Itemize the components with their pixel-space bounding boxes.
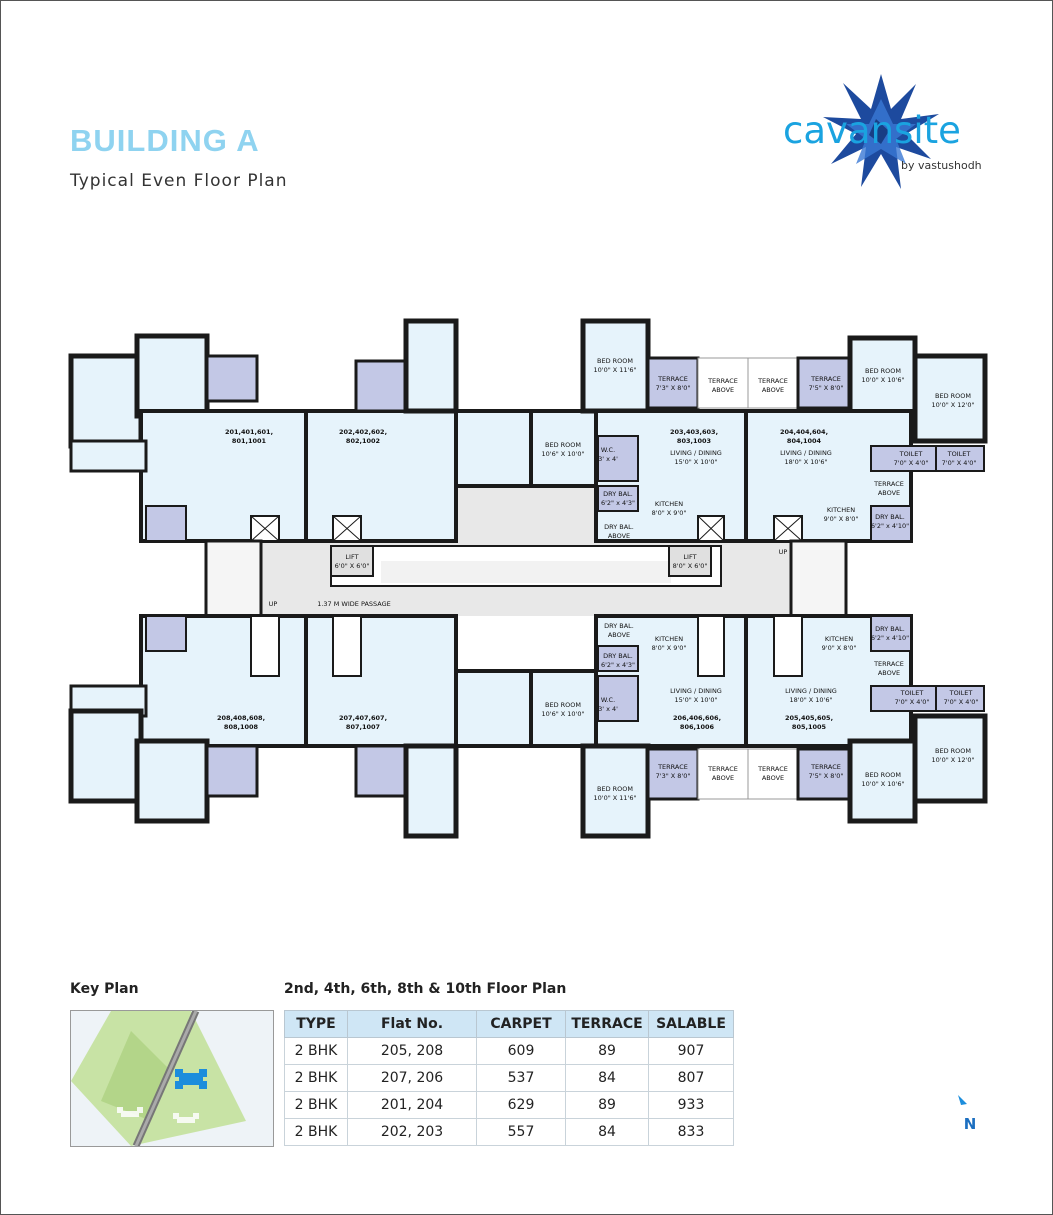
drybal-label-2: DRY BAL.	[875, 513, 905, 521]
toilet-label-2: TOILET	[947, 450, 971, 458]
passage-label: 1.37 M WIDE PASSAGE	[317, 600, 391, 608]
kitchen-size-4: 9'0" X 8'0"	[821, 644, 857, 652]
room-bed-label-2: BED ROOM	[865, 367, 901, 375]
cell-salable: 807	[649, 1065, 734, 1092]
unit-202-flats2: 802,1002	[345, 437, 381, 445]
toilet-size-2: 7'0" X 4'0"	[941, 459, 977, 467]
drybal-above-text-2: ABOVE	[607, 631, 631, 639]
keyplan-map	[70, 1010, 274, 1147]
terrace-above-text-6: ABOVE	[877, 669, 901, 677]
terrace-label-3: TERRACE	[658, 763, 688, 771]
col-terrace: TERRACE	[566, 1011, 649, 1038]
lift-left-label: LIFT	[345, 553, 359, 561]
toilet-size: 7'0" X 4'0"	[893, 459, 929, 467]
room-bed-label-6: BED ROOM	[597, 785, 633, 793]
cell-salable: 907	[649, 1038, 734, 1065]
cell-salable: 833	[649, 1119, 734, 1146]
cell-salable: 933	[649, 1092, 734, 1119]
living-size: 15'0" X 10'0"	[674, 458, 718, 466]
terrace-above-label-4: TERRACE	[708, 765, 738, 773]
room-bed-size-4: 10'6" X 10'0"	[541, 450, 585, 458]
terrace-above-text-5: ABOVE	[761, 774, 785, 782]
kitchen-label-4: KITCHEN	[824, 635, 854, 643]
col-carpet: CARPET	[477, 1011, 566, 1038]
cell-type: 2 BHK	[285, 1092, 348, 1119]
unit-201	[71, 336, 306, 541]
cell-carpet: 629	[477, 1092, 566, 1119]
north-compass-icon	[953, 1095, 987, 1139]
table-row	[285, 1065, 734, 1092]
terrace-size-3: 7'3" X 8'0"	[655, 772, 691, 780]
room-bed-size-3: 10'0" X 12'0"	[931, 401, 975, 409]
terrace-above-label-2: TERRACE	[758, 377, 788, 385]
cell-carpet: 609	[477, 1038, 566, 1065]
living-label-3: LIVING / DINING	[670, 687, 722, 695]
room-bed-label-3: BED ROOM	[935, 392, 971, 400]
unit-206-flats2: 806,1006	[679, 723, 715, 731]
unit-206	[531, 616, 748, 836]
terrace-above-label-5: TERRACE	[758, 765, 788, 773]
terrace-above-label-3: TERRACE	[874, 480, 904, 488]
unit-208	[71, 616, 306, 821]
north-label: N	[963, 1115, 977, 1133]
floor-plan	[61, 316, 996, 841]
kitchen-size-3: 8'0" X 9'0"	[651, 644, 687, 652]
cell-type: 2 BHK	[285, 1119, 348, 1146]
cell-flat-no: 205, 208	[348, 1038, 477, 1065]
stair-right	[791, 541, 846, 616]
cell-flat-no: 207, 206	[348, 1065, 477, 1092]
toilet-size-3: 7'0" X 4'0"	[894, 698, 930, 706]
lift-right-size: 8'0" X 6'0"	[672, 562, 708, 570]
stair-left	[206, 541, 261, 616]
wc-label: W.C.	[600, 446, 616, 454]
drybal-label-3: DRY BAL.	[603, 652, 633, 660]
unit-205	[746, 616, 985, 821]
living-label-4: LIVING / DINING	[785, 687, 837, 695]
unit-202-flats: 202,402,602,	[338, 428, 388, 436]
cell-flat-no: 201, 204	[348, 1092, 477, 1119]
cell-flat-no: 202, 203	[348, 1119, 477, 1146]
unit-207	[306, 616, 531, 836]
unit-208-flats2: 808,1008	[223, 723, 259, 731]
page-subtitle: Typical Even Floor Plan	[70, 171, 288, 191]
keyplan-label: Key Plan	[70, 981, 139, 997]
drybal-size-2: 6'2" x 4'10"	[870, 522, 910, 530]
drybal-label-4: DRY BAL.	[875, 625, 905, 633]
room-bed-label-7: BED ROOM	[865, 771, 901, 779]
room-bed-size-8: 10'0" X 12'0"	[931, 756, 975, 764]
unit-203-flats2: 803,1003	[676, 437, 712, 445]
cell-type: 2 BHK	[285, 1038, 348, 1065]
terrace-size-2: 7'5" X 8'0"	[808, 384, 844, 392]
room-bed-size-7: 10'0" X 10'6"	[861, 780, 905, 788]
terrace-above-label-6: TERRACE	[874, 660, 904, 668]
cell-carpet: 537	[477, 1065, 566, 1092]
drybal-size: 6'2" x 4'3"	[600, 499, 636, 507]
kitchen-size: 8'0" X 9'0"	[651, 509, 687, 517]
terrace-above-label: TERRACE	[708, 377, 738, 385]
terrace-above-text-2: ABOVE	[761, 386, 785, 394]
living-size-2: 18'0" X 10'6"	[784, 458, 828, 466]
wc-label-2: W.C.	[600, 696, 616, 704]
drybal-above-text: ABOVE	[607, 532, 631, 540]
floor-table-label: 2nd, 4th, 6th, 8th & 10th Floor Plan	[284, 981, 567, 997]
terrace-above-text-3: ABOVE	[877, 489, 901, 497]
stair-up-right: UP	[778, 548, 788, 556]
toilet-label-3: TOILET	[900, 689, 924, 697]
living-size-4: 18'0" X 10'6"	[789, 696, 833, 704]
unit-207-flats2: 807,1007	[345, 723, 381, 731]
kitchen-label-2: KITCHEN	[826, 506, 856, 514]
kitchen-label-3: KITCHEN	[654, 635, 684, 643]
cell-type: 2 BHK	[285, 1065, 348, 1092]
col-type: TYPE	[285, 1011, 348, 1038]
cell-carpet: 557	[477, 1119, 566, 1146]
stair-up-left: UP	[268, 600, 278, 608]
terrace-size: 7'3" X 8'0"	[655, 384, 691, 392]
unit-207-flats: 207,407,607,	[338, 714, 388, 722]
unit-204-flats2: 804,1004	[786, 437, 822, 445]
brand-name: cavansite	[783, 109, 961, 152]
table-row	[285, 1038, 734, 1065]
area-table	[284, 1010, 734, 1146]
wc-size-2: 3' x 4'	[598, 705, 618, 713]
living-size-3: 15'0" X 10'0"	[674, 696, 718, 704]
terrace-label-2: TERRACE	[811, 375, 841, 383]
passage-band	[381, 561, 671, 583]
terrace-above-text-4: ABOVE	[711, 774, 735, 782]
table-row	[285, 1092, 734, 1119]
living-label-2: LIVING / DINING	[780, 449, 832, 457]
kitchen-size-2: 9'0" X 8'0"	[823, 515, 859, 523]
lift-left-size: 6'0" X 6'0"	[334, 562, 370, 570]
cell-terrace: 84	[566, 1065, 649, 1092]
toilet-label: TOILET	[899, 450, 923, 458]
drybal-above-label: DRY BAL.	[604, 523, 634, 531]
unit-206-flats: 206,406,606,	[672, 714, 722, 722]
terrace-label: TERRACE	[658, 375, 688, 383]
kitchen-label: KITCHEN	[654, 500, 684, 508]
room-bed-size-6: 10'0" X 11'6"	[593, 794, 637, 802]
unit-205-flats2: 805,1005	[791, 723, 827, 731]
unit-204-flats: 204,404,604,	[779, 428, 829, 436]
page-title: BUILDING A	[70, 123, 260, 158]
cell-terrace: 89	[566, 1092, 649, 1119]
unit-205-flats: 205,405,605,	[784, 714, 834, 722]
unit-201-flats: 201,401,601,	[224, 428, 274, 436]
drybal-size-4: 6'2" x 4'10"	[870, 634, 910, 642]
terrace-label-4: TERRACE	[811, 763, 841, 771]
terrace-size-4: 7'5" X 8'0"	[808, 772, 844, 780]
drybal-above-label-2: DRY BAL.	[604, 622, 634, 630]
room-bed-label: BED ROOM	[597, 357, 633, 365]
room-bed-label-5: BED ROOM	[545, 701, 581, 709]
drybal-label: DRY BAL.	[603, 490, 633, 498]
wc-size: 3' x 4'	[598, 455, 618, 463]
living-label: LIVING / DINING	[670, 449, 722, 457]
col-flat-no: Flat No.	[348, 1011, 477, 1038]
table-row	[285, 1119, 734, 1146]
unit-201-flats2: 801,1001	[231, 437, 267, 445]
lift-right	[669, 546, 711, 576]
toilet-size-4: 7'0" X 4'0"	[943, 698, 979, 706]
cell-terrace: 84	[566, 1119, 649, 1146]
unit-208-flats: 208,408,608,	[216, 714, 266, 722]
room-bed-size-2: 10'0" X 10'6"	[861, 376, 905, 384]
unit-203-flats: 203,403,603,	[669, 428, 719, 436]
col-salable: SALABLE	[649, 1011, 734, 1038]
lift-left	[331, 546, 373, 576]
room-bed-label-8: BED ROOM	[935, 747, 971, 755]
drybal-size-3: 6'2" x 4'3"	[600, 661, 636, 669]
room-bed-label-4: BED ROOM	[545, 441, 581, 449]
toilet-label-4: TOILET	[949, 689, 973, 697]
cell-terrace: 89	[566, 1038, 649, 1065]
room-bed-size-5: 10'6" X 10'0"	[541, 710, 585, 718]
brand-byline: by vastushodh	[901, 159, 982, 172]
room-bed-size: 10'0" X 11'6"	[593, 366, 637, 374]
lift-right-label: LIFT	[683, 553, 697, 561]
floor-plan-drawing	[61, 316, 996, 841]
terrace-above-text: ABOVE	[711, 386, 735, 394]
